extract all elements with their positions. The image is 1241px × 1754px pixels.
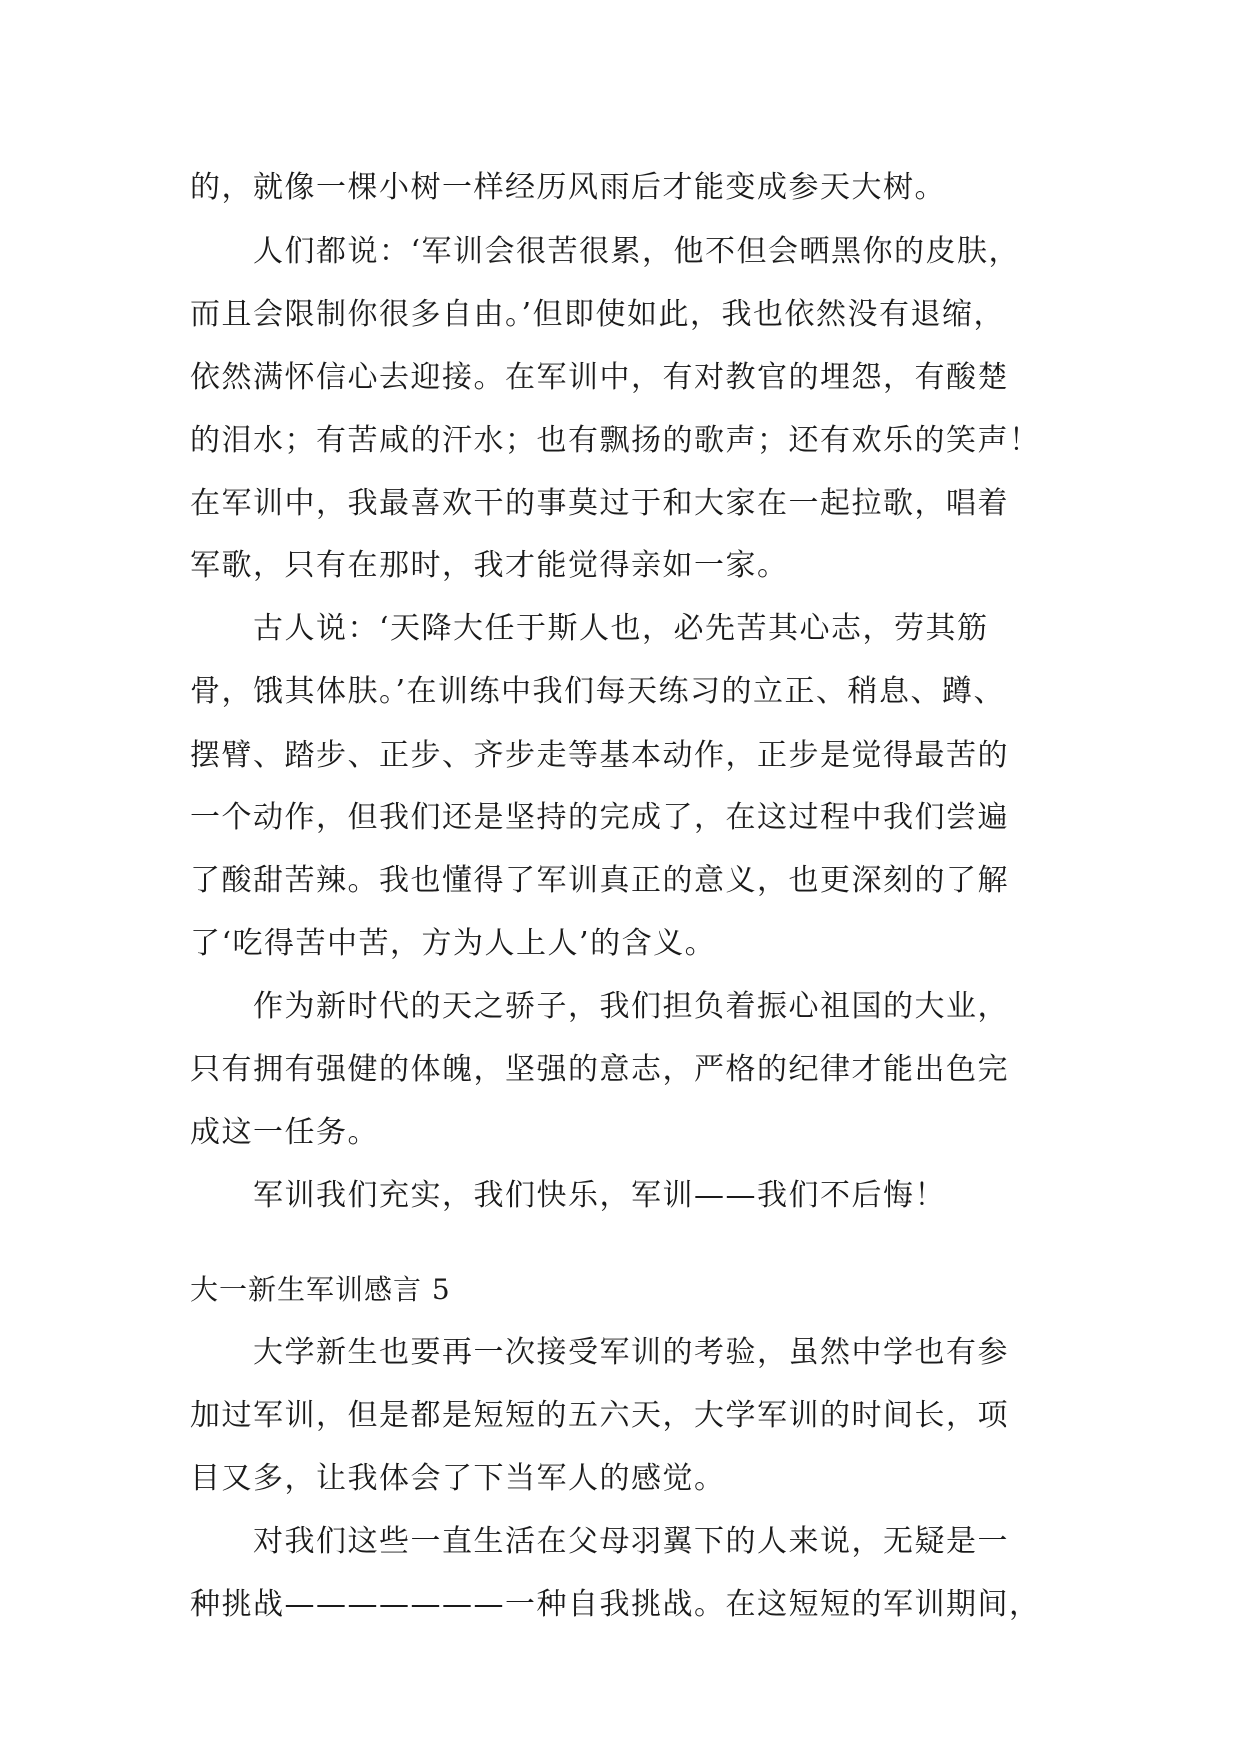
paragraph-start-line: 军训我们充实，我们快乐，军训——我们不后悔！ <box>253 1178 946 1213</box>
text-line: 种挑战———————一种自我挑战。在这短短的军训期间， <box>190 1587 1041 1622</box>
text-line: 成这一任务。 <box>190 1115 379 1150</box>
text-line: 了酸甜苦辣。我也懂得了军训真正的意义，也更深刻的了解 <box>190 863 1009 898</box>
paragraph-start-line: 对我们这些一直生活在父母羽翼下的人来说，无疑是一 <box>253 1524 1009 1559</box>
text-line: 在军训中，我最喜欢干的事莫过于和大家在一起拉歌，唱着 <box>190 486 1009 521</box>
paragraph-start-line: 作为新时代的天之骄子，我们担负着振心祖国的大业， <box>253 989 1009 1024</box>
paragraph-start-line: 人们都说：‘军训会很苦很累，他不但会晒黑你的皮肤， <box>253 234 1021 269</box>
text-line: 骨，饿其体肤。’在训练中我们每天练习的立正、稍息、蹲、 <box>190 674 1006 709</box>
text-line: 了‘吃得苦中苦，方为人上人’的含义。 <box>190 926 717 961</box>
paragraph-start-line: 古人说：‘天降大任于斯人也，必先苦其心志，劳其筋 <box>253 611 989 646</box>
paragraph-start-line: 大学新生也要再一次接受军训的考验，虽然中学也有参 <box>253 1335 1009 1370</box>
text-line: 只有拥有强健的体魄，坚强的意志，严格的纪律才能出色完 <box>190 1052 1009 1087</box>
text-line: 一个动作，但我们还是坚持的完成了，在这过程中我们尝遍 <box>190 800 1009 835</box>
text-line: 摆臂、踏步、正步、齐步走等基本动作，正步是觉得最苦的 <box>190 738 1009 773</box>
text-line: 的泪水；有苦咸的汗水；也有飘扬的歌声；还有欢乐的笑声！ <box>190 423 1041 458</box>
section-heading: 大一新生军训感言 5 <box>190 1273 451 1306</box>
text-line: 军歌，只有在那时，我才能觉得亲如一家。 <box>190 548 789 583</box>
text-line: 依然满怀信心去迎接。在军训中，有对教官的埋怨，有酸楚 <box>190 360 1009 395</box>
text-line: 的，就像一棵小树一样经历风雨后才能变成参天大树。 <box>190 170 946 205</box>
text-line: 加过军训，但是都是短短的五六天，大学军训的时间长，项 <box>190 1398 1009 1433</box>
text-line: 而且会限制你很多自由。’但即使如此，我也依然没有退缩， <box>190 297 1006 332</box>
text-line: 目又多，让我体会了下当军人的感觉。 <box>190 1461 726 1496</box>
